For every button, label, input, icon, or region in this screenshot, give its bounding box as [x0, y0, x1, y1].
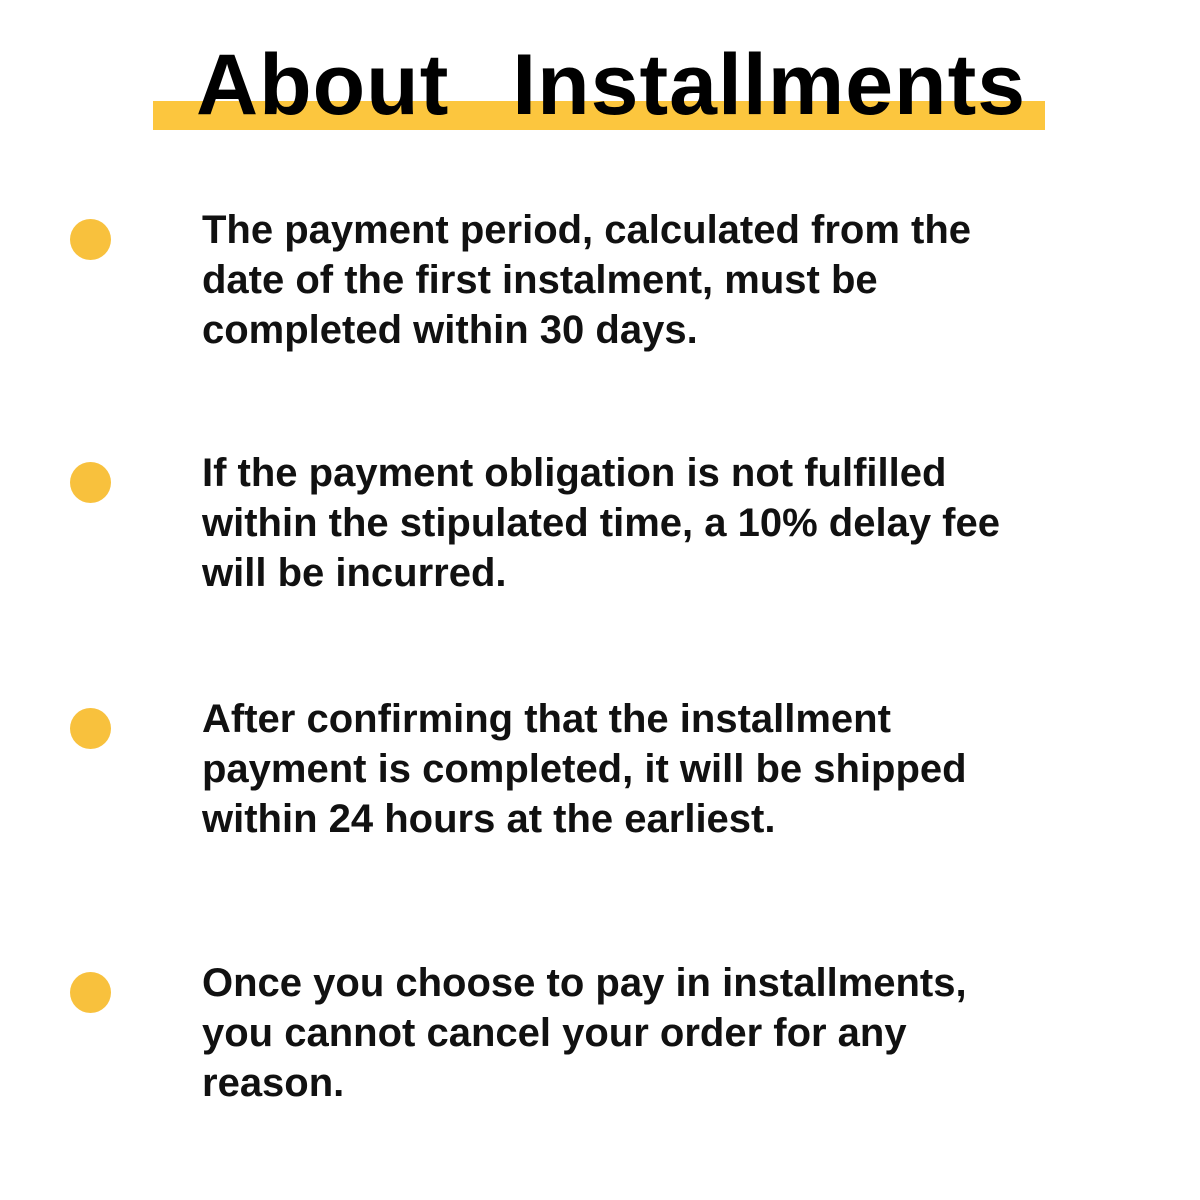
bullet-text-line: The payment period, calculated from the — [202, 208, 972, 252]
bullet-text-line: Once you choose to pay in installments, — [202, 961, 967, 1005]
bullet-text — [202, 958, 1052, 1108]
bullet-text-line: within 24 hours at the earliest. — [202, 797, 776, 841]
bullet-text-line: will be incurred. — [202, 551, 507, 595]
bullet-text-line: within the stipulated time, a 10% delay fee — [202, 501, 1000, 545]
bullet-text-line: If the payment obligation is not fulfilled — [202, 451, 947, 495]
bullet-text-line: payment is completed, it will be shipped — [202, 747, 967, 791]
bullet-text-line: you cannot cancel your order for any — [202, 1011, 907, 1055]
bullet-dot-icon — [70, 708, 111, 749]
bullet-text-line: completed within 30 days. — [202, 308, 698, 352]
page-header — [0, 0, 1200, 160]
bullet-text — [202, 448, 1052, 598]
bullet-text — [202, 694, 1052, 844]
bullet-dot-icon — [70, 219, 111, 260]
bullet-text-line: reason. — [202, 1061, 345, 1105]
bullet-text — [202, 205, 1052, 355]
bullet-text-line: date of the first instalment, must be — [202, 258, 878, 302]
bullet-dot-icon — [70, 972, 111, 1013]
bullet-text-line: After confirming that the installment — [202, 697, 891, 741]
page-title: About Installments — [196, 37, 1027, 133]
bullet-dot-icon — [70, 462, 111, 503]
